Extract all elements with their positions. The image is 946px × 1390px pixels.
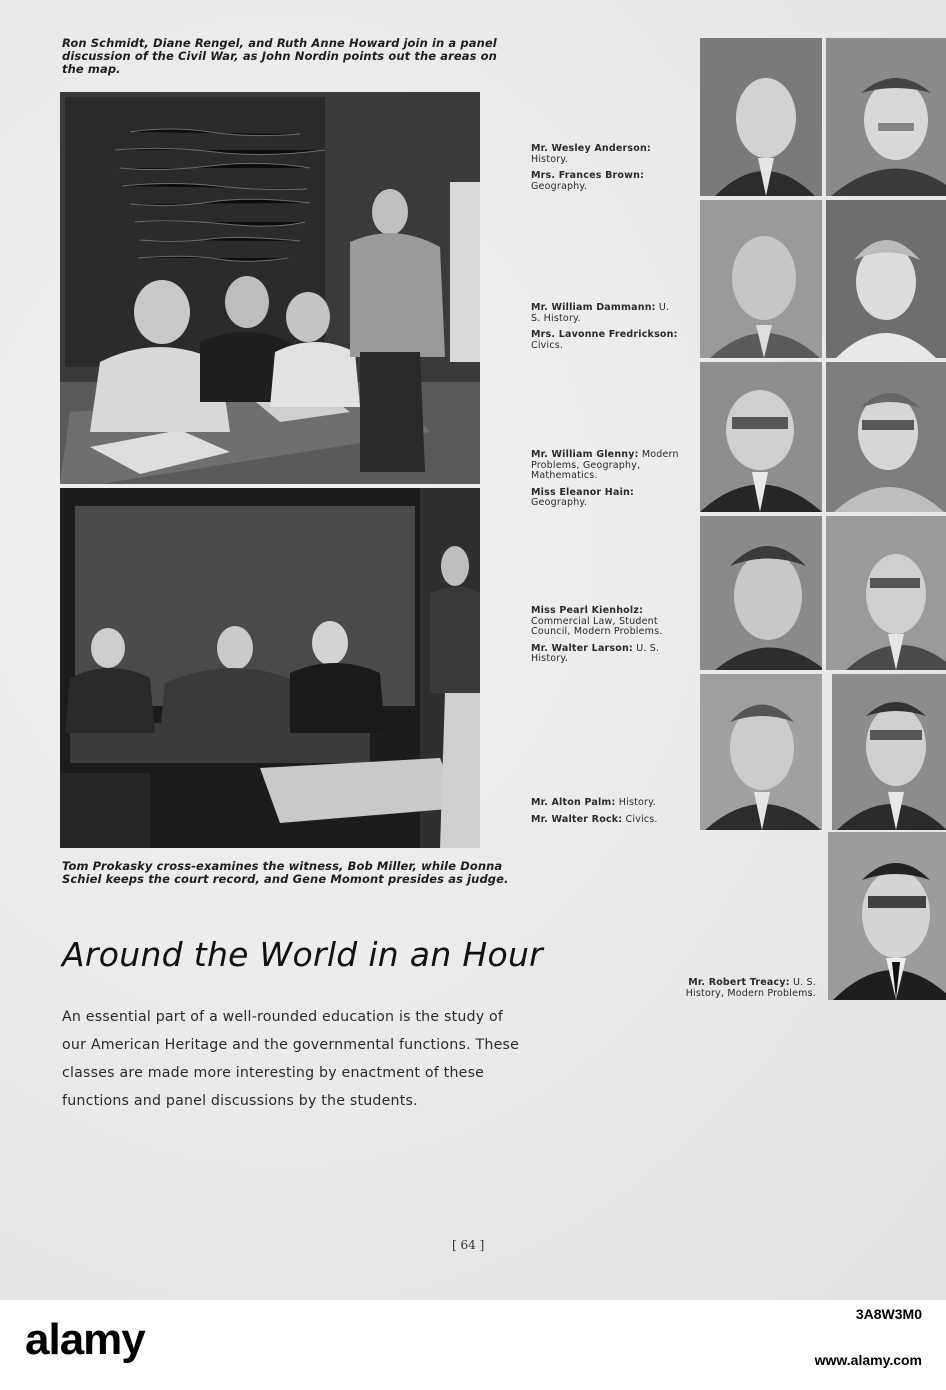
faculty-name: Mr. William Dammann:	[531, 302, 656, 313]
faculty-group-3	[531, 450, 681, 515]
faculty-entry	[531, 798, 681, 809]
stock-site-link[interactable]: www.alamy.com	[814, 1352, 922, 1368]
faculty-name: Miss Eleanor Hain:	[531, 486, 634, 498]
faculty-entry	[531, 488, 681, 509]
faculty-group-2	[531, 303, 681, 357]
portrait-walter-rock	[832, 674, 946, 830]
faculty-entry	[660, 978, 816, 999]
faculty-name: Mr. Walter Rock:	[531, 813, 623, 825]
faculty-entry	[531, 303, 681, 324]
section-body-text: An essential part of a well-rounded education is the study of our American Heritage and the governmental functions. These classes are made more interesting by enactment of these functions and panel discussions by the students.	[62, 1009, 520, 1109]
portrait-eleanor-hain	[826, 362, 946, 512]
portrait-william-dammann	[700, 200, 822, 358]
stock-image-id: 3A8W3M0	[855, 1306, 922, 1322]
faculty-subject: Civics.	[625, 813, 658, 825]
faculty-group-4	[531, 606, 681, 671]
stock-logo: alamy	[25, 1315, 145, 1364]
faculty-subject: U. S. History, Modern Problems.	[685, 977, 816, 999]
faculty-subject: U. S. History.	[531, 642, 660, 664]
faculty-subject: U. S. History.	[531, 302, 670, 324]
faculty-subject: Commercial Law, Student Council, Modern Problems.	[531, 615, 663, 637]
page-number: [ 64 ]	[452, 1238, 485, 1252]
portrait-william-glenny	[700, 362, 822, 512]
faculty-subject: Geography.	[531, 497, 588, 508]
faculty-name: Miss Pearl Kienholz:	[531, 605, 644, 616]
faculty-subject: Modern Problems, Geography, Mathematics.	[531, 449, 679, 481]
faculty-group-5	[531, 798, 681, 831]
faculty-subject: History.	[531, 153, 569, 165]
mock-trial-photo	[60, 488, 480, 848]
faculty-subject: Geography.	[531, 180, 588, 192]
portrait-alton-palm	[700, 674, 822, 830]
faculty-name: Mr. Robert Treacy:	[688, 977, 790, 988]
portrait-wesley-anderson	[700, 38, 822, 196]
faculty-name: Mr. Wesley Anderson:	[531, 143, 651, 154]
faculty-entry	[531, 171, 681, 192]
faculty-group-1	[531, 144, 681, 198]
bottom-photo-caption: Tom Prokasky cross-examines the witness, Bob Miller, while Donna Schiel keeps the court record, and Gene Momont presides as judge.	[62, 859, 509, 886]
faculty-entry	[531, 644, 681, 665]
faculty-name: Mr. William Glenny:	[531, 449, 639, 460]
section-headline: Around the World in an Hour	[62, 935, 544, 974]
portrait-lavonne-fredrickson	[826, 200, 946, 358]
faculty-name: Mr. Alton Palm:	[531, 797, 616, 808]
portrait-pearl-kienholz	[700, 516, 822, 670]
faculty-subject: History.	[618, 797, 656, 808]
faculty-name: Mrs. Frances Brown:	[531, 170, 645, 181]
portrait-frances-brown	[826, 38, 946, 196]
faculty-entry	[531, 606, 681, 638]
faculty-group-6	[660, 978, 816, 1005]
faculty-entry	[531, 330, 681, 351]
faculty-entry	[531, 450, 681, 482]
faculty-entry	[531, 144, 681, 165]
faculty-name: Mr. Walter Larson:	[531, 642, 633, 654]
portrait-walter-larson	[826, 516, 946, 670]
portrait-robert-treacy	[828, 832, 946, 1000]
top-photo-caption: Ron Schmidt, Diane Rengel, and Ruth Anne Howard join in a panel discussion of the Civil War, as John Nordin points out the areas on the map.	[62, 36, 497, 76]
faculty-subject: Civics.	[531, 339, 564, 351]
faculty-name: Mrs. Lavonne Fredrickson:	[531, 329, 678, 340]
panel-discussion-photo	[60, 92, 480, 484]
faculty-entry	[531, 815, 681, 826]
